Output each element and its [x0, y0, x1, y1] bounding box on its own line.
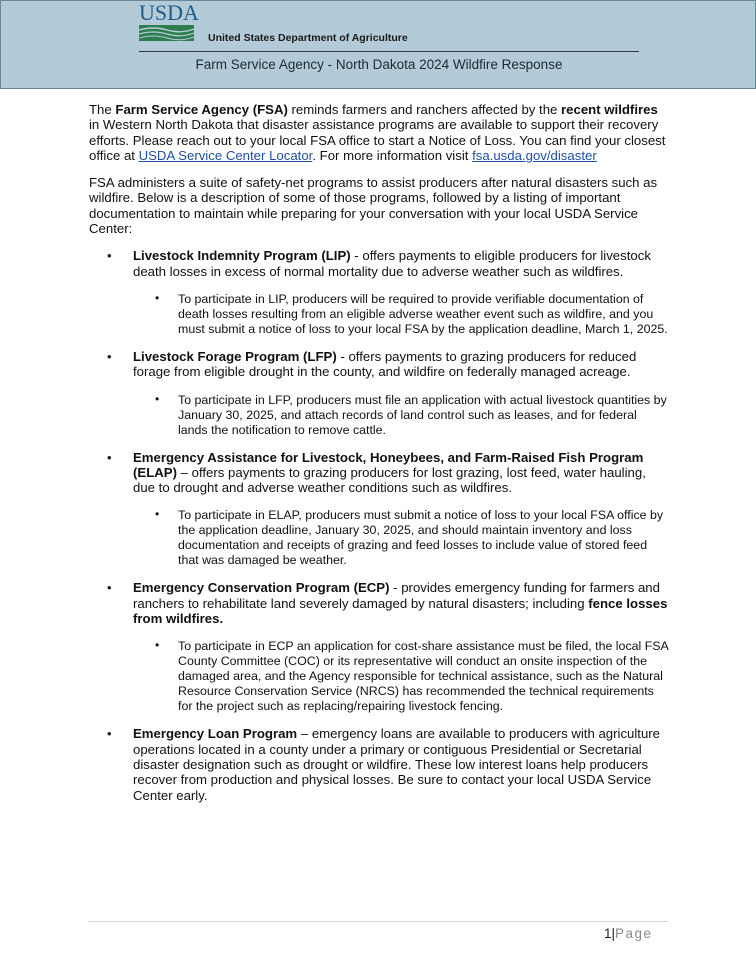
program-description: – emergency loans are available to producers with agriculture operations located in a county under a primary or contiguous Presidential or Secretarial disaster designation such as drought or wildfire. These low interest loans help producers recover from production and physical losses. Be sure to contact your local USDA Service Center early. [133, 726, 661, 803]
document-subtitle: Farm Service Agency - North Dakota 2024 Wildfire Response [195, 57, 563, 72]
program-name: Livestock Indemnity Program (LIP) [133, 248, 351, 264]
footer-divider [88, 921, 668, 922]
intro-text-3: in Western North Dakota that disaster assistance programs are available to support their recovery efforts. Please reach out to your local FSA office to start a Notice of Loss. You can find your closest office at [89, 117, 666, 163]
bullet: • [107, 348, 112, 364]
page-label: Page [615, 926, 653, 941]
program-description: - provides emergency funding for farmers and ranchers to rehabilitate land severely damaged by natural disasters; including [133, 580, 660, 611]
program-item [107, 348, 669, 380]
program-detail-text: To participate in ELAP, producers must submit a notice of loss to your local FSA office by the application deadline, January 30, 2025, and should maintain inventory and loss documentation and receipts of grazing and feed losses to include value of stored feed that was damaged be weather. [178, 508, 664, 568]
usda-logo [139, 0, 199, 43]
intro-recent-bold: recent wildfires [561, 102, 658, 117]
intro-text-2: reminds farmers and ranchers affected by the [287, 102, 562, 117]
usda-logo-hills-icon [139, 25, 194, 41]
program-description-bold: fence losses from wildfires. [133, 595, 668, 627]
bullet: • [107, 580, 112, 596]
page-number-value: 1 [604, 926, 612, 941]
program-detail-text: To participate in LFP, producers must file an application with actual livestock quantities by January 30, 2025, and attach records of land control such as leases, and for federal lands the notification to remove cattle. [178, 392, 667, 437]
program-detail [155, 638, 669, 714]
intro-paragraph [89, 102, 669, 163]
program-description: - offers payments to grazing producers for reduced forage from eligible drought in the county, and wildfire on federally managed acreage. [133, 348, 637, 380]
sub-bullet: • [155, 507, 160, 522]
document-header [0, 0, 756, 89]
sub-bullet: • [155, 290, 160, 305]
program-item [107, 726, 669, 803]
program-description: – offers payments to grazing producers for lost grazing, lost feed, water hauling, due to drought and adverse weather conditions such as wildfires. [133, 464, 646, 496]
bullet: • [107, 449, 112, 465]
program-item [107, 449, 669, 496]
fsa-disaster-link[interactable]: fsa.usda.gov/disaster [472, 147, 597, 163]
sub-bullet: • [155, 638, 160, 653]
page-separator: | [611, 926, 616, 941]
sub-bullet: • [155, 391, 160, 406]
program-detail [155, 391, 669, 438]
intro-text-4: . For more information visit [312, 147, 473, 163]
agency-name: United States Department of Agriculture [208, 32, 408, 44]
document-body [89, 102, 669, 803]
program-detail-text: To participate in ECP an application for cost-share assistance must be filed, the local FSA County Committee (COC) or its representative will conduct an onsite inspection of the damaged area, and the Agency responsible for technical assistance, such as the Natural Resource Conservation Service (NRCS) has recommended the technical requirements for the project such as replacing/repairing livestock fencing. [178, 639, 669, 714]
intro-text-1: The [89, 102, 116, 117]
program-detail-text: To participate in LIP, producers will be required to provide verifiable documentation of death losses resulting from an eligible adverse weather event such as wildfire, and you must submit a notice of loss to your local FSA by the application deadline, March 1, 2025. [178, 291, 668, 336]
program-item [107, 248, 669, 279]
program-name: Emergency Assistance for Livestock, Honeybees, and Farm-Raised Fish Program (ELAP) [133, 449, 644, 480]
program-name: Emergency Conservation Program (ECP) [133, 580, 390, 596]
program-name: Livestock Forage Program (LFP) [133, 348, 337, 364]
overview-paragraph: FSA administers a suite of safety-net programs to assist producers after natural disasters such as wildfire. Below is a description of some of those programs, followed by a listing of important documentation to maintain while preparing for your conversation with your local USDA Service Center: [89, 175, 658, 237]
usda-logo-text: USDA [139, 0, 199, 25]
intro-fsa-bold: Farm Service Agency (FSA) [115, 102, 288, 117]
program-detail [155, 507, 669, 568]
page-number [604, 926, 653, 941]
program-name: Emergency Loan Program [133, 726, 298, 742]
bullet: • [107, 248, 112, 264]
program-item [107, 580, 669, 627]
service-center-locator-link[interactable]: USDA Service Center Locator [138, 147, 313, 163]
header-divider [139, 51, 639, 52]
bullet: • [107, 726, 112, 742]
program-detail [155, 290, 669, 337]
program-description: - offers payments to eligible producers for livestock death losses in excess of normal mortality due to adverse weather such as wildfires. [133, 248, 651, 279]
